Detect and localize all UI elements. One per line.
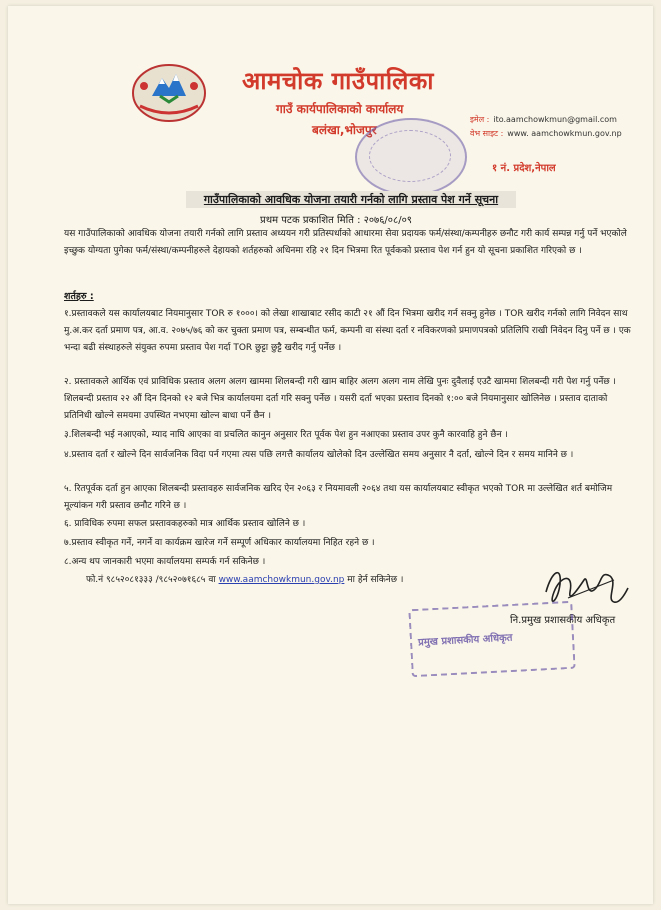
email-value[interactable]: ito.aamchowkmun@gmail.com — [493, 115, 617, 124]
officer-title: नि.प्रमुख प्रशासकीय अधिकृत — [510, 615, 616, 626]
office-subtitle: गाउँ कार्यपालिकाको कार्यालय — [276, 102, 404, 116]
condition-item: २. प्रस्तावकले आर्थिक एवं प्राविधिक प्रस्ताव अलग अलग खाममा शिलबन्दी गरी खाम बाहिर अलग अलग नाम लेखि पुनः दुवैलाई एउटै खाममा शिलबन्दी गरी पेश गर्नु पर्नेछ । शिलबन्दी प्रस्ताव २२ औं दिन दिनको १२ बजे भित्र कार्यालयमा दर्ता गरि सक्नु पर्नेछ । यसरी दर्ता भएका प्रस्ताव दिनको १:०० बजे नियमानुसार खोलिनेछ । प्रस्ताव दाताको प्रतिनिधी खोल्ने समयमा उपस्थित नभएमा खोल्न बाधा पर्ने छैन । — [64, 377, 616, 421]
contact-block — [470, 113, 622, 141]
conditions-heading: शर्तहरु : — [64, 291, 94, 302]
condition-item: ३.शिलबन्दी भई नआएको, म्याद नाघि आएका वा प्रचलित कानुन अनुसार रित पूर्वक पेश हुन नआएका प्रस्ताव उपर कुनै कारवाहि हुने छैन । — [64, 430, 508, 440]
website-link[interactable]: www.aamchowkmun.gov.np — [218, 575, 345, 585]
notice-title: गाउँपालिकाको आवधिक योजना तयारी गर्नको लागि प्रस्ताव पेश गर्ने सूचना — [186, 191, 516, 208]
condition-item: ७.प्रस्ताव स्वीकृत गर्ने, नगर्ने वा कार्यक्रम खारेज गर्ने सम्पूर्ण अधिकार कार्यालयमा निहित रहने छ । — [64, 538, 375, 548]
condition-item: ६. प्राविधिक रुपमा सफल प्रस्तावकहरुको मात्र आर्थिक प्रस्ताव खोलिने छ । — [64, 519, 306, 529]
condition-item: १.प्रस्तावकले यस कार्यालयबाट नियमानुसार TOR रु १०००। को लेखा शाखाबाट रसीद काटी २१ औं दिन भित्रमा खरीद गर्न सक्नु हुनेछ । TOR खरीद गर्नको लागि निवेदन साथ मु.अ.कर दर्ता प्रमाण पत्र, आ.व. २०७५/७६ को कर चुक्ता प्रमाण पत्र, सम्बन्धीत फर्म, कम्पनी वा संस्था दर्ता र नविकरणको प्रमाणपत्रको प्रतिलिपि राखी निवेदन दिनु पर्ने छ । एक भन्दा बढी संस्थाहरुले संयुक्त रुपमा प्रस्ताव पेश गर्दा TOR छुट्टा छुट्टै खरीद गर्नु पर्नेछ । — [64, 309, 631, 353]
office-name: आमचोक गाउँपालिका — [242, 67, 434, 95]
stamp-text: प्रमुख प्रशासकीय अधिकृत — [417, 632, 513, 649]
province-label: १ नं. प्रदेश,नेपाल — [492, 163, 556, 174]
website-label: वेभ साइट : — [470, 129, 504, 138]
notice-intro: यस गाउँपालिकाको आवधिक योजना तयारी गर्नको लागि प्रस्ताव अध्ययन गरी प्रतिस्पर्धाको आधारमा सेवा प्रदायक फर्म/संस्था/कम्पनीहरु छनौट गरी कार्य सम्पन्न गर्नु पर्ने भएकोले इच्छुक योग्यता पुगेका फर्म/संस्था/कम्पनीहरुले देहायको शर्तहरुको अधिनमा रहि २१ दिन भित्रमा रित पूर्वकको प्रस्ताव पेश गर्न हुन यो सूचना प्रकाशित गरिएको छ । — [64, 229, 627, 256]
contact-line — [86, 572, 403, 589]
condition-item: ४.प्रस्ताव दर्ता र खोल्ने दिन सार्वजनिक विदा पर्न गएमा त्यस पछि लगत्तै कार्यालय खोलेको दिन उल्लेखित समय अनुसार नै दर्ता, खोल्ने दिन र समय मानिने छ । — [64, 450, 574, 460]
email-label: इमेल : — [470, 115, 490, 124]
condition-item: ८.अन्य थप जानकारी भएमा कार्यालयमा सम्पर्क गर्न सकिनेछ । — [64, 557, 266, 567]
condition-item: ५. रितपूर्वक दर्ता हुन आएका शिलबन्दी प्रस्तावहरु सार्वजनिक खरिद ऐन २०६३ र नियमावली २०६४ तथा यस कार्यालयबाट स्वीकृत भएको TOR मा उल्लेखित शर्त बमोजिम मूल्यांकन गरी प्रस्ताव छनौट गरिने छ । — [64, 484, 613, 511]
phone-suffix: मा हेर्न सकिनेछ । — [347, 575, 404, 585]
office-seal-icon — [355, 118, 467, 196]
office-address: बलंखा,भोजपुर — [312, 123, 377, 137]
phone-prefix: फो.नं ९८५२०८१३३३ /९८५२०७१६८५ वा — [86, 575, 216, 585]
website-value[interactable]: www. aamchowkmun.gov.np — [507, 129, 622, 138]
published-date: प्रथम पटक प्रकाशित मिति : २०७६/०८/०९ — [260, 215, 412, 226]
nepal-emblem-icon — [130, 62, 208, 124]
seal-inner-ring — [369, 130, 451, 182]
